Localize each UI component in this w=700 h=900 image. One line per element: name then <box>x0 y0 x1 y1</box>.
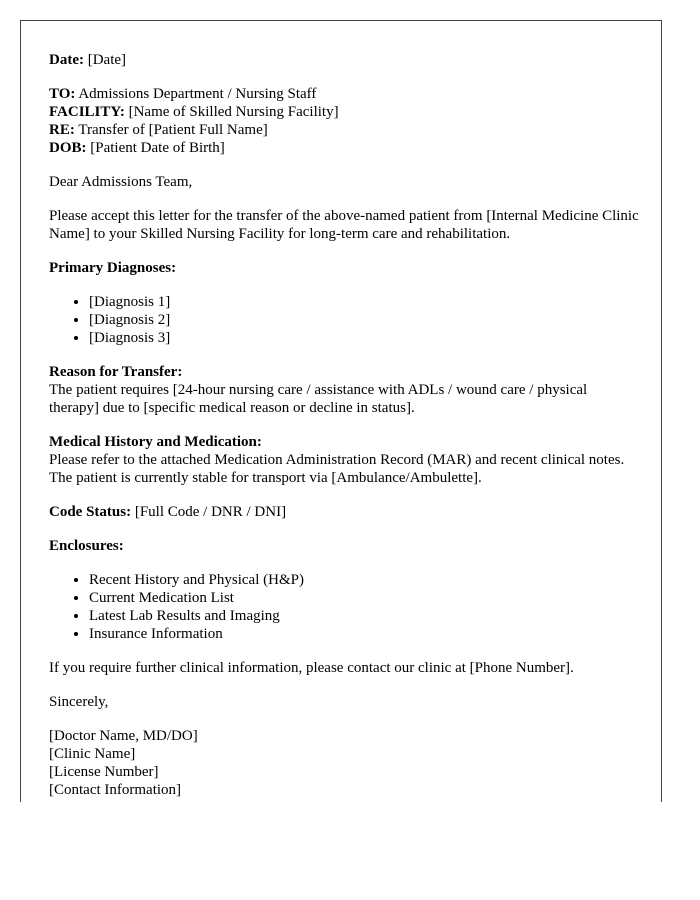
re-line <box>49 121 639 139</box>
closing: Sincerely, <box>49 694 109 710</box>
code-status-label: Code Status: <box>49 504 132 520</box>
enclosure-item: • Insurance Information <box>89 625 639 643</box>
signature-clinic: [Clinic Name] <box>49 746 136 762</box>
date-value: [Date] <box>87 52 127 68</box>
letter-body <box>49 51 639 799</box>
salutation: Dear Admissions Team, <box>49 174 193 190</box>
dob-value: [Patient Date of Birth] <box>90 140 225 156</box>
intro-paragraph: Please accept this letter for the transfer of the above-named patient from [Internal Medicine Clinic Name] to your Skilled Nursing Facility for long-term care and rehabilitation. <box>49 208 639 242</box>
diagnosis-item: • [Diagnosis 3] <box>89 329 639 347</box>
date-label: Date: <box>49 52 84 68</box>
contact-paragraph: If you require further clinical information, please contact our clinic at [Phone Number]. <box>49 660 574 676</box>
signature-name: [Doctor Name, MD/DO] <box>49 728 198 744</box>
diagnosis-item: • [Diagnosis 1] <box>89 293 639 311</box>
to-label: TO: <box>49 86 76 102</box>
letter-page <box>20 20 662 802</box>
date-line <box>49 51 639 69</box>
history-text: Please refer to the attached Medication Administration Record (MAR) and recent clinical notes. The patient is currently stable for transport via [Ambulance/Ambulette]. <box>49 452 625 486</box>
enclosures-heading: Enclosures: <box>49 538 124 554</box>
re-value: Transfer of [Patient Full Name] <box>78 122 268 138</box>
enclosures-list <box>49 571 639 643</box>
enclosure-item: • Recent History and Physical (H&P) <box>89 571 639 589</box>
facility-label: FACILITY: <box>49 104 125 120</box>
reason-heading: Reason for Transfer: <box>49 364 183 380</box>
diagnoses-list <box>49 293 639 347</box>
signature-contact: [Contact Information] <box>49 782 182 798</box>
dob-label: DOB: <box>49 140 87 156</box>
enclosure-item: • Latest Lab Results and Imaging <box>89 607 639 625</box>
diagnoses-heading: Primary Diagnoses: <box>49 260 177 276</box>
dob-line <box>49 139 639 157</box>
to-line <box>49 85 639 103</box>
enclosure-item: • Current Medication List <box>89 589 639 607</box>
recipient-block <box>49 85 639 157</box>
facility-line <box>49 103 639 121</box>
signature-block <box>49 727 639 799</box>
reason-text: The patient requires [24-hour nursing care / assistance with ADLs / wound care / physical therapy] due to [specific medical reason or decline in status]. <box>49 382 588 416</box>
code-status-value: [Full Code / DNR / DNI] <box>134 504 287 520</box>
history-heading: Medical History and Medication: <box>49 434 262 450</box>
facility-value: [Name of Skilled Nursing Facility] <box>128 104 339 120</box>
diagnosis-item: • [Diagnosis 2] <box>89 311 639 329</box>
signature-license: [License Number] <box>49 764 159 780</box>
code-status-line <box>49 503 639 521</box>
re-label: RE: <box>49 122 75 138</box>
to-value: Admissions Department / Nursing Staff <box>78 86 317 102</box>
